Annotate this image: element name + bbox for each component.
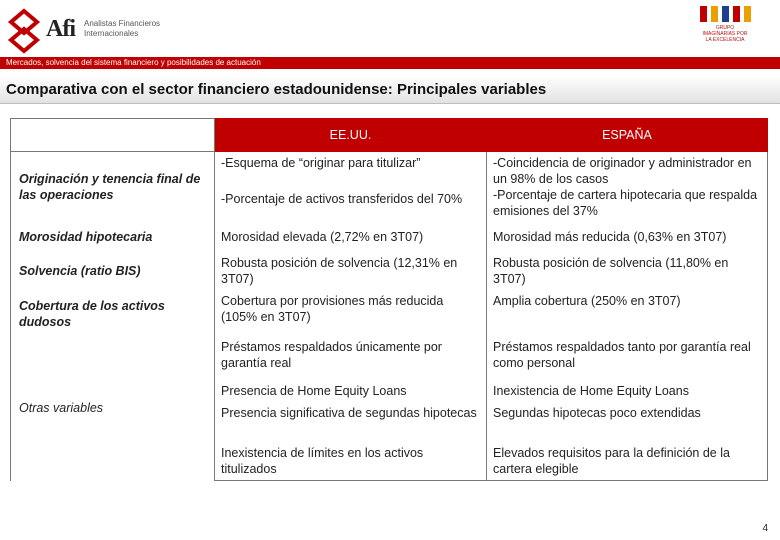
table-row (11, 290, 768, 336)
afi-wordmark: Afi (46, 16, 75, 42)
cell-us-solvencia: Robusta posición de solvencia (12,31% en 3T07) (215, 252, 487, 290)
table-row (11, 336, 768, 380)
header-es: ESPAÑA (487, 119, 768, 152)
afi-subtitle (84, 19, 160, 39)
row-label-cobertura: Cobertura de los activos dudosos (11, 290, 215, 336)
cell-es-originacion (487, 152, 768, 223)
cell-us-originacion-1: -Esquema de “originar para titulizar” (215, 152, 487, 189)
grupo-bars-icon (680, 6, 770, 22)
cell-us-cobertura: Cobertura por provisiones más reducida (105% en 3T07) (215, 290, 487, 336)
row-label-solvencia: Solvencia (ratio BIS) (11, 252, 215, 290)
cell-es-otras-1: Préstamos respaldados tanto por garantía real como personal (487, 336, 768, 380)
cell-us-otras-1: Préstamos respaldados únicamente por garantía real (215, 336, 487, 380)
section-bar: Mercados, solvencia del sistema financiero y posibilidades de actuación (0, 57, 780, 69)
header-us: EE.UU. (215, 119, 487, 152)
afi-knot-icon (6, 8, 42, 54)
cell-es-originacion-2: -Porcentaje de cartera hipotecaria que respalda emisiones del 37% (493, 188, 758, 218)
page-title: Comparativa con el sector financiero estadounidense: Principales variables (0, 76, 780, 104)
cell-us-morosidad: Morosidad elevada (2,72% en 3T07) (215, 222, 487, 252)
grupo-text-line1: GRUPO (715, 25, 735, 31)
row-label-morosidad: Morosidad hipotecaria (11, 222, 215, 252)
afi-subtitle-line1: Analistas Financieros (84, 19, 161, 28)
cell-es-otras-4: Elevados requisitos para la definición de la cartera elegible (487, 442, 768, 481)
table-row (11, 222, 768, 252)
afi-subtitle-line2: Internacionales (84, 29, 139, 38)
grupo-logo (680, 4, 770, 52)
cell-us-otras-3: Presencia significativa de segundas hipotecas (215, 402, 487, 442)
cell-es-originacion-1: -Coincidencia de originador y administrador en un 98% de los casos (493, 156, 752, 186)
cell-us-originacion-2: -Porcentaje de activos transferidos del 70% (215, 188, 487, 222)
header-blank-cell (11, 119, 215, 152)
row-label-otras: Otras variables (11, 336, 215, 481)
page-number: 4 (762, 523, 768, 534)
cell-es-otras-3: Segundas hipotecas poco extendidas (487, 402, 768, 442)
afi-logo (6, 8, 186, 56)
cell-es-cobertura: Amplia cobertura (250% en 3T07) (487, 290, 768, 336)
table-header-row (11, 119, 768, 152)
grupo-text (680, 25, 770, 43)
comparison-table (10, 118, 768, 481)
grupo-text-line3: LA EXCELENCIA (705, 37, 745, 43)
cell-es-otras-2: Inexistencia de Home Equity Loans (487, 380, 768, 402)
grupo-text-line2: IMAGINARIAS POR (702, 31, 748, 37)
table-row (11, 152, 768, 189)
cell-es-morosidad: Morosidad más reducida (0,63% en 3T07) (487, 222, 768, 252)
table-row (11, 252, 768, 290)
cell-us-otras-4: Inexistencia de límites en los activos titulizados (215, 442, 487, 481)
cell-us-otras-2: Presencia de Home Equity Loans (215, 380, 487, 402)
cell-es-solvencia: Robusta posición de solvencia (11,80% en 3T07) (487, 252, 768, 290)
row-label-originacion: Originación y tenencia final de las operaciones (11, 152, 215, 223)
